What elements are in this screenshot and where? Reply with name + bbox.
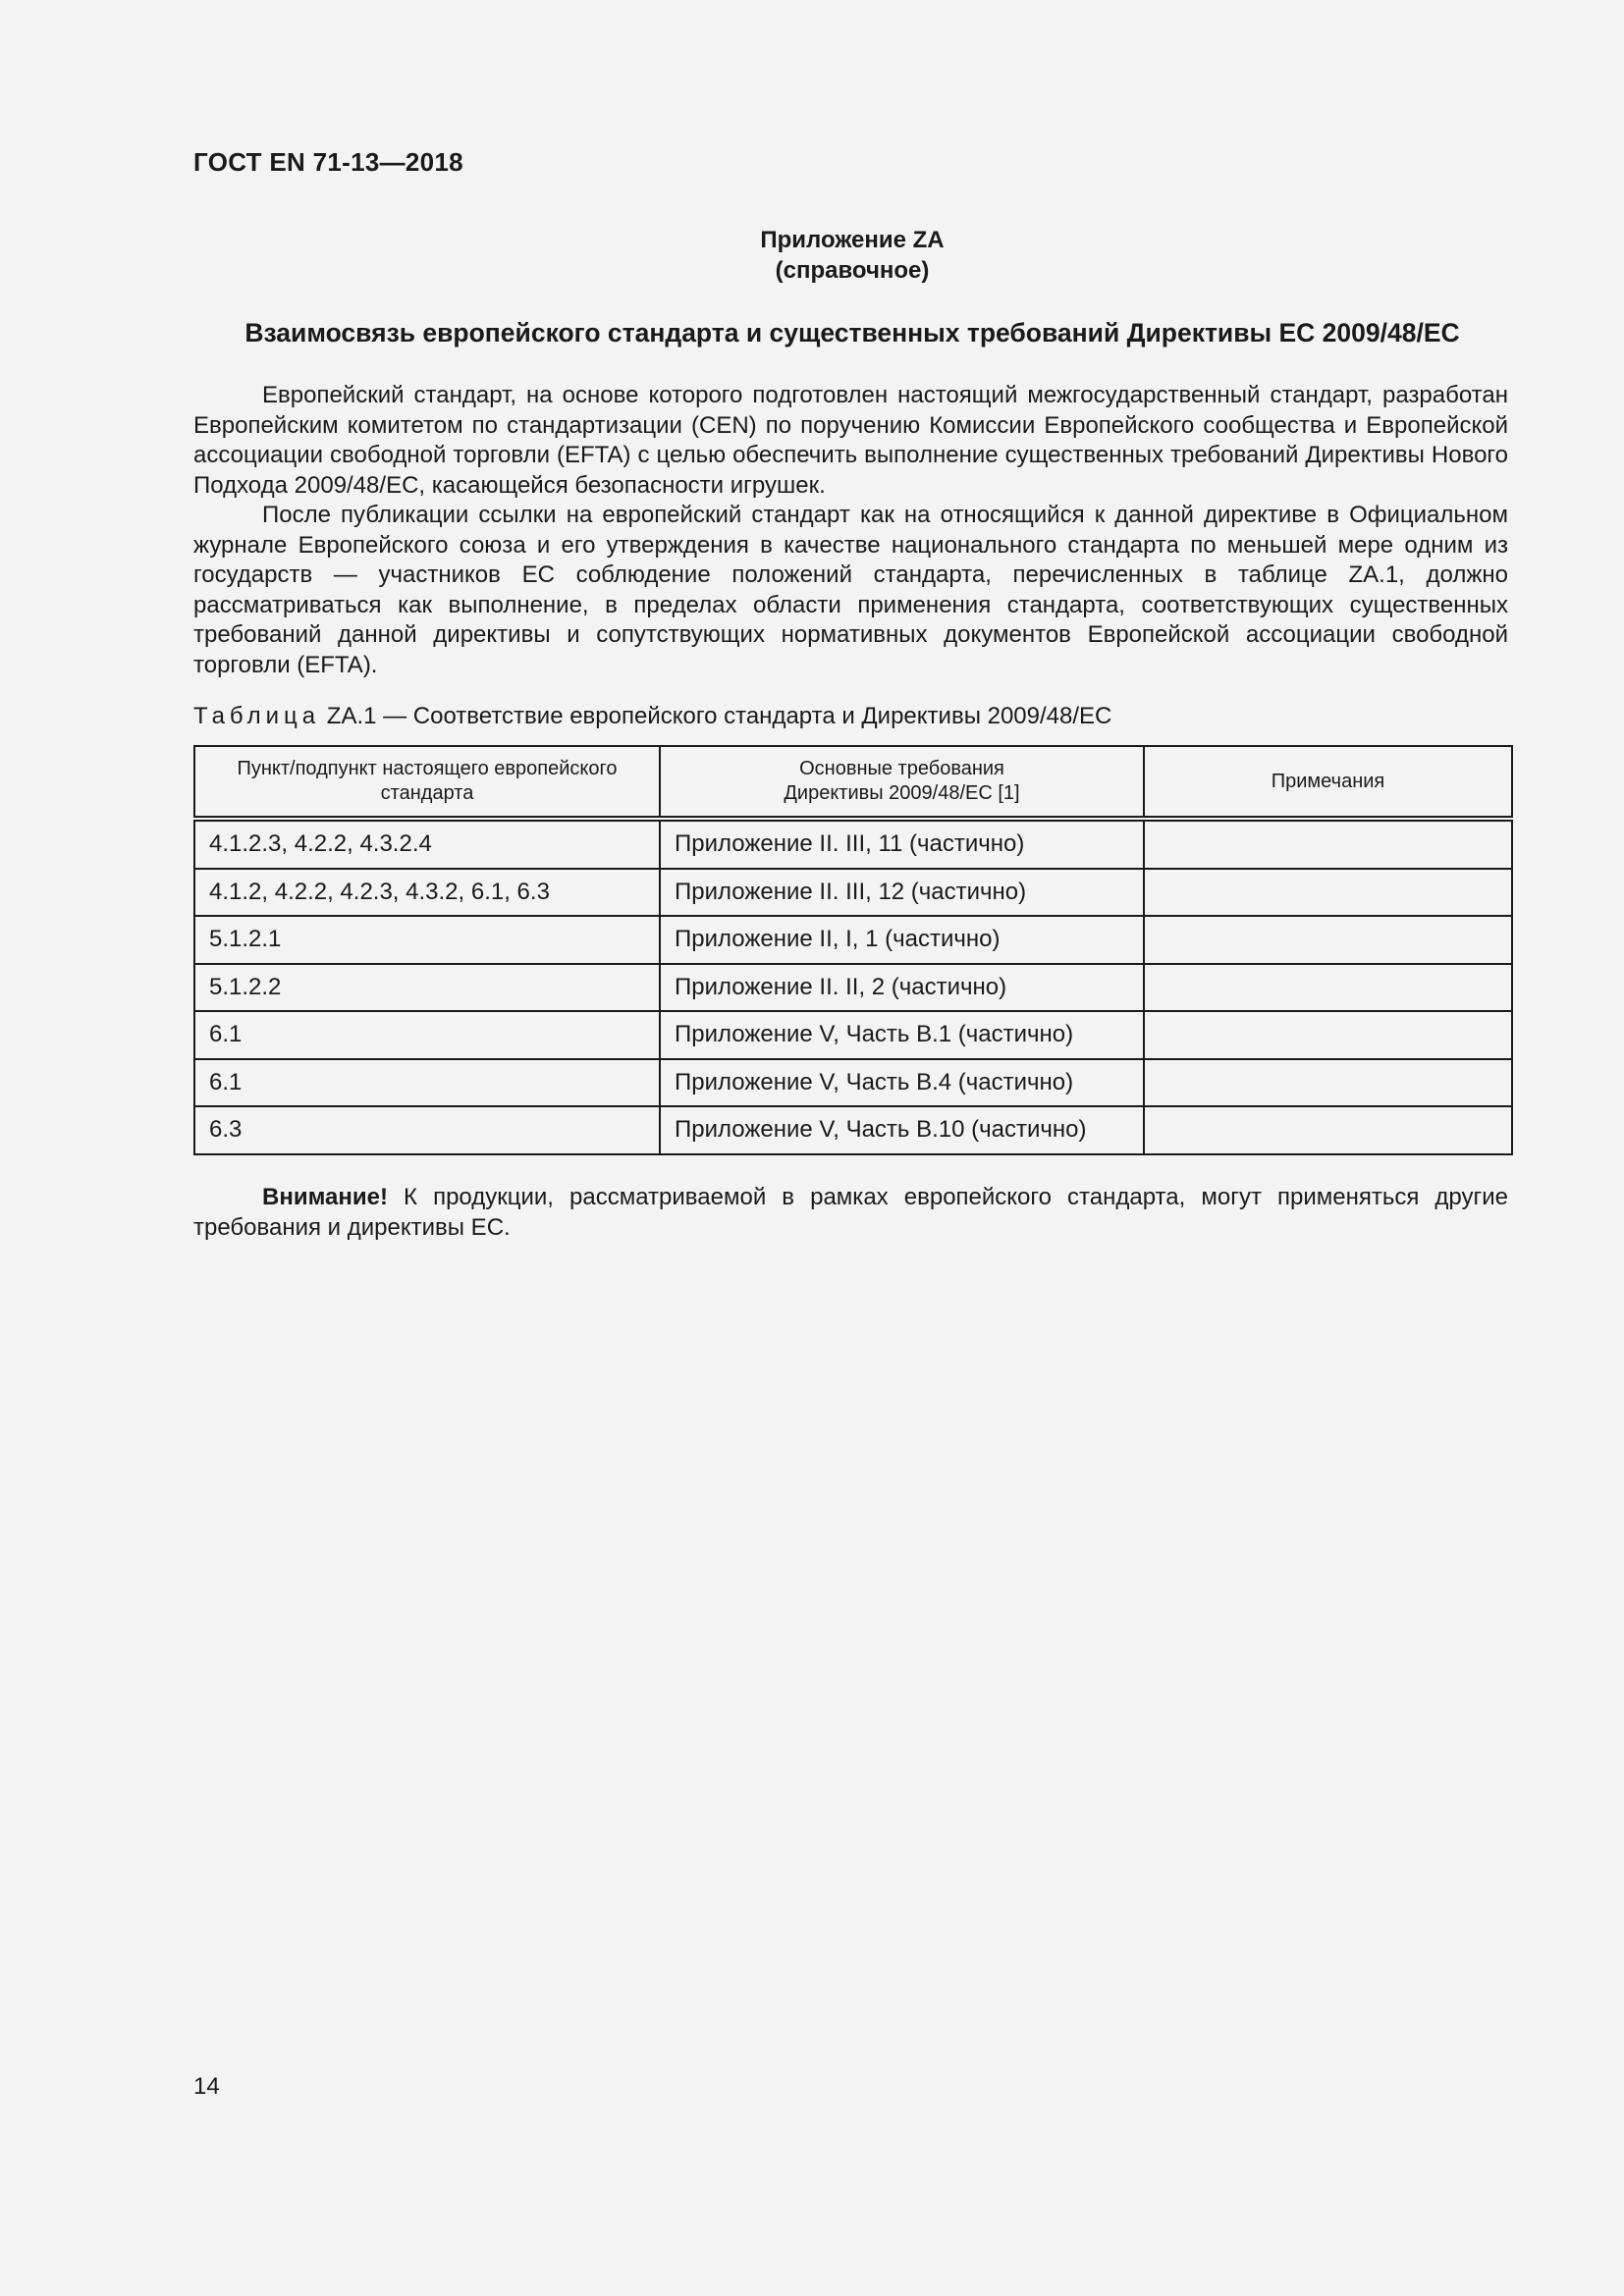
table-caption	[193, 703, 1111, 730]
clause-cell: 4.1.2, 4.2.2, 4.2.3, 4.3.2, 6.1, 6.3	[194, 869, 660, 917]
correspondence-table	[193, 745, 1513, 1155]
requirement-cell: Приложение II, I, 1 (частично)	[660, 916, 1144, 964]
annex-subtitle: (справочное)	[775, 257, 930, 284]
table-row	[194, 819, 1512, 869]
paragraph: После публикации ссылки на европейский стандарт как на относящийся к данной директиве в Официальном журнале Европейского союза и его утверждения в качестве национального стандарта по меньшей мере одним из государств — участников ЕС соблюдение положений стандарта, перечисленных в таблице ZA.1, должно рассматриваться как выполнение, в пределах области применения стандарта, соответствующих существенных требований данной директивы и сопутствующих нормативных документов Европейской ассоциации свободной торговли (EFTA).	[193, 502, 1508, 678]
intro-paragraphs	[193, 381, 1508, 680]
requirement-cell: Приложение V, Часть В.10 (частично)	[660, 1106, 1144, 1154]
table-row	[194, 964, 1512, 1012]
column-header-notes: Примечания	[1144, 746, 1512, 819]
note-cell	[1144, 916, 1512, 964]
header-text: Директивы 2009/48/ЕС [1]	[784, 782, 1020, 804]
requirement-cell: Приложение II. II, 2 (частично)	[660, 964, 1144, 1012]
requirement-cell: Приложение V, Часть В.1 (частично)	[660, 1011, 1144, 1059]
annex-heading: Взаимосвязь европейского стандарта и существенных требований Директивы ЕС 2009/48/ЕС	[244, 318, 1460, 347]
table-header-row	[194, 746, 1512, 819]
table-row	[194, 1106, 1512, 1154]
clause-cell: 6.3	[194, 1106, 660, 1154]
table-caption-label: Таблица	[193, 703, 321, 729]
table-row	[194, 916, 1512, 964]
clause-cell: 5.1.2.1	[194, 916, 660, 964]
annex-title: Приложение ZA	[760, 227, 945, 253]
note-cell	[1144, 1106, 1512, 1154]
note-cell	[1144, 869, 1512, 917]
header-text: стандарта	[380, 782, 474, 804]
requirement-cell: Приложение II. III, 12 (частично)	[660, 869, 1144, 917]
table-row	[194, 1059, 1512, 1107]
table-row	[194, 869, 1512, 917]
note-cell	[1144, 1011, 1512, 1059]
header-text: Пункт/подпункт настоящего европейского	[237, 758, 618, 779]
warning-text: К продукции, рассматриваемой в рамках европейского стандарта, могут применяться другие требования и директивы ЕС.	[193, 1184, 1508, 1241]
header-text: Основные требования	[799, 758, 1004, 779]
clause-cell: 5.1.2.2	[194, 964, 660, 1012]
requirement-cell: Приложение II. III, 11 (частично)	[660, 819, 1144, 869]
paragraph: Европейский стандарт, на основе которого подготовлен настоящий межгосударственный стандарт, разработан Европейским комитетом по стандартизации (CEN) по поручению Комиссии Европейского сообщества и Европейской ассоциации свободной торговли (EFTA) с целью обеспечить выполнение существенных требований Директивы Нового Подхода 2009/48/ЕС, касающейся безопасности игрушек.	[193, 382, 1508, 499]
clause-cell: 6.1	[194, 1059, 660, 1107]
warning-paragraph	[193, 1183, 1508, 1243]
column-header-clause	[194, 746, 660, 819]
note-cell	[1144, 1059, 1512, 1107]
table-row	[194, 1011, 1512, 1059]
warning-note	[193, 1183, 1508, 1243]
table-caption-text: ZA.1 — Соответствие европейского стандарта и Директивы 2009/48/ЕС	[326, 703, 1112, 729]
requirement-cell: Приложение V, Часть В.4 (частично)	[660, 1059, 1144, 1107]
column-header-requirements	[660, 746, 1144, 819]
note-cell	[1144, 819, 1512, 869]
note-cell	[1144, 964, 1512, 1012]
clause-cell: 6.1	[194, 1011, 660, 1059]
warning-label: Внимание!	[262, 1184, 388, 1210]
document-code: ГОСТ EN 71-13—2018	[193, 147, 463, 177]
page-number: 14	[193, 2073, 220, 2100]
clause-cell: 4.1.2.3, 4.2.2, 4.3.2.4	[194, 819, 660, 869]
